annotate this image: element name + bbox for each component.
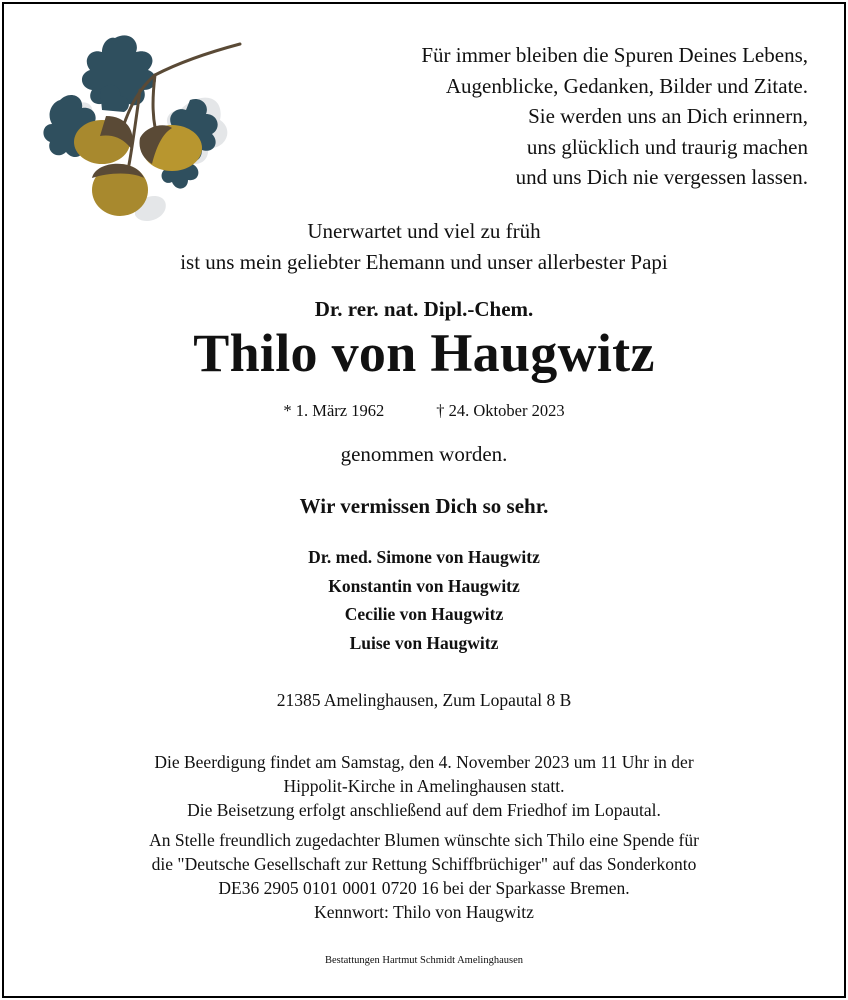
intro-line: ist uns mein geliebter Ehemann und unser allerbester Papi — [180, 250, 668, 274]
donation-line: Kennwort: Thilo von Haugwitz — [314, 902, 534, 922]
family-member: Konstantin von Haugwitz — [328, 575, 520, 596]
intro-line: Unerwartet und viel zu früh — [307, 219, 541, 243]
poem-line: Für immer bleiben die Spuren Deines Lebens, — [421, 43, 808, 67]
donation-line: An Stelle freundlich zugedachter Blumen wünschte sich Thilo eine Spende für — [149, 830, 699, 850]
donation-info — [0, 828, 848, 924]
oak-acorn-branch-icon — [40, 30, 250, 225]
donation-line: DE36 2905 0101 0001 0720 16 bei der Sparkasse Bremen. — [218, 878, 630, 898]
death-date: † 24. Oktober 2023 — [436, 401, 565, 420]
academic-title: Dr. rer. nat. Dipl.-Chem. — [314, 297, 534, 321]
family-list — [0, 543, 848, 657]
funeral-info — [0, 750, 848, 822]
poem-line: uns glücklich und traurig machen — [526, 134, 808, 159]
family-member: Cecilie von Haugwitz — [344, 604, 504, 624]
funeral-line: Die Beerdigung findet am Samstag, den 4. November 2023 um 11 Uhr in der — [154, 752, 694, 772]
intro-text — [0, 216, 848, 278]
poem-line: Augenblicke, Gedanken, Bilder und Zitate. — [445, 73, 808, 98]
donation-line: die "Deutsche Gesellschaft zur Rettung Schiffbrüchiger" auf das Sonderkonto — [151, 854, 697, 874]
undertaker: Bestattungen Hartmut Schmidt Amelinghausen — [324, 955, 523, 966]
deceased-name: Thilo von Haugwitz — [193, 323, 655, 383]
address: 21385 Amelinghausen, Zum Lopautal 8 B — [276, 690, 572, 710]
family-member: Dr. med. Simone von Haugwitz — [308, 547, 540, 567]
miss-text: Wir vermissen Dich so sehr. — [299, 494, 549, 518]
poem-line: und uns Dich nie vergessen lassen. — [515, 165, 808, 189]
taken-text: genommen worden. — [340, 442, 508, 466]
life-dates — [0, 401, 848, 421]
funeral-line: Die Beisetzung erfolgt anschließend auf dem Friedhof im Lopautal. — [187, 800, 661, 820]
poem-line: Sie werden uns an Dich erinnern, — [528, 104, 808, 128]
funeral-line: Hippolit-Kirche in Amelinghausen statt. — [283, 776, 565, 796]
birth-date: * 1. März 1962 — [283, 401, 385, 420]
poem — [421, 40, 808, 193]
family-member: Luise von Haugwitz — [349, 632, 499, 653]
